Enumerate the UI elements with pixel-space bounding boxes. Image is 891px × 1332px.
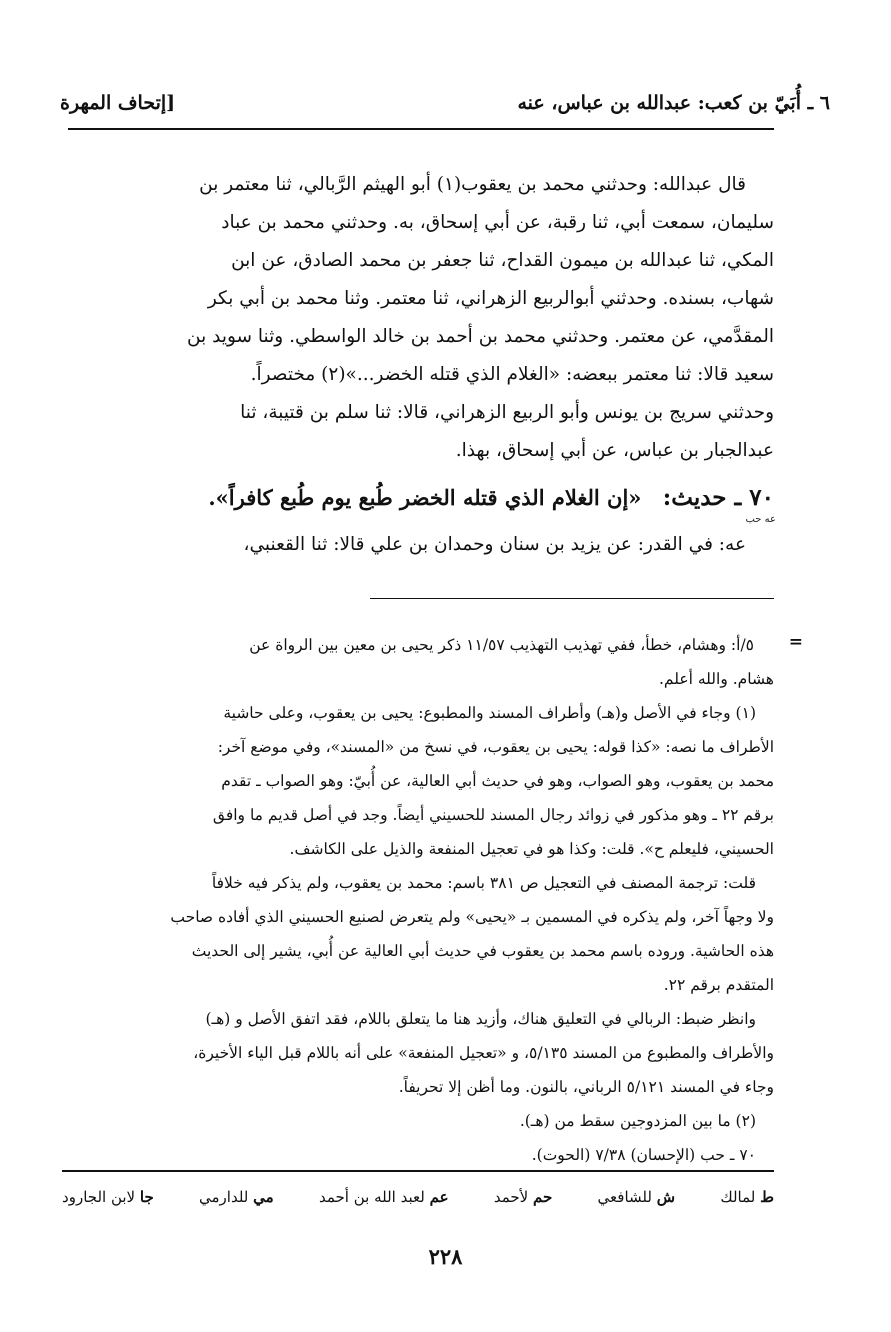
footnote-line: ٧٠ ـ حب (الإحسان) ٧/٣٨ (الحوت). — [531, 1146, 756, 1164]
abbr-item: حم لأحمد — [493, 1188, 553, 1206]
footnote-line: وجاء في المسند ٥/١٢١ الرباني، بالنون. وما أظن إلا تحريفاً. — [398, 1078, 774, 1096]
main-line: قال عبدالله: وحدثني محمد بن يعقوب(١) أبو الهيثم الرَّبالي، ثنا معتمر بن — [199, 174, 746, 195]
main-line: عبدالجبار بن عباس، عن أبي إسحاق، بهذا. — [455, 440, 774, 461]
book-title: [إتحاف المهرة — [60, 92, 176, 114]
chapter-title: ٦ ـ أُبَيّ بن كعب: عبدالله بن عباس، عنه — [517, 92, 830, 114]
footnote-line: (١) وجاء في الأصل و(هـ) وأطراف المسند والمطبوع: يحيى بن يعقوب، وعلى حاشية — [223, 704, 756, 722]
footnote-line: وانظر ضبط: الربالي في التعليق هناك، وأزيد هنا ما يتعلق باللام، فقد اتفق الأصل و (هـ) — [205, 1010, 756, 1028]
source-marker: عه حب — [745, 514, 776, 525]
footnote-line: الحسيني، فليعلم ح». قلت: وكذا هو في تعجيل المنفعة والذيل على الكاشف. — [289, 840, 774, 858]
abbr-item: ط لمالك — [720, 1188, 774, 1206]
footnote-line: ولا وجهاً آخر، ولم يذكره في المسمين بـ «يحيى» ولم يتعرض لصنيع الحسيني الذي أفاده صاحب — [170, 908, 774, 926]
main-text — [62, 166, 774, 470]
main-line: المقدَّمي، عن معتمر. وحدثني محمد بن أحمد بن خالد الواسطي. وثنا سويد بن — [187, 326, 774, 347]
main-line: وحدثني سريج بن يونس وأبو الربيع الزهراني، قالا: ثنا سلم بن قتيبة، ثنا — [240, 402, 774, 423]
hadith-heading — [62, 478, 774, 518]
hadith-text: «إن الغلام الذي قتله الخضر طُبع يوم طُبع كافراً». — [208, 485, 642, 510]
hadith-source: عه: في القدر: عن يزيد بن سنان وحمدان بن علي قالا: ثنا القعنبي، — [243, 534, 746, 555]
footnote-line: قلت: ترجمة المصنف في التعجيل ص ٣٨١ باسم: محمد بن يعقوب، ولم يذكر فيه خلافاً — [211, 874, 756, 892]
footnote-line: هذه الحاشية. وروده باسم محمد بن يعقوب في حديث أبي العالية عن أُبي، يشير إلى الحديث — [191, 942, 774, 960]
main-line: المكي، ثنا عبدالله بن ميمون القداح، ثنا جعفر بن محمد الصادق، عن ابن — [231, 250, 774, 271]
abbr-item: مي للدارمي — [199, 1188, 274, 1206]
running-header — [60, 86, 830, 120]
abbr-item: ش للشافعي — [597, 1188, 676, 1206]
main-line: سعيد قالا: ثنا معتمر ببعضه: «الغلام الذي قتله الخضر...»(٢) مختصراً. — [250, 364, 774, 385]
footnote-line: ٥/أ: وهشام، خطأ، ففي تهذيب التهذيب ١١/٥٧ ذكر يحيى بن معين بين الرواة عن — [249, 636, 754, 654]
footnote-line: والأطراف والمطبوع من المسند ٥/١٣٥، و «تعجيل المنفعة» على أنه باللام قبل الياء الأخيرة، — [193, 1044, 774, 1062]
footnote-line: (٢) ما بين المزدوجين سقط من (هـ). — [519, 1112, 756, 1130]
footnotes — [62, 628, 774, 1172]
footnote-line: المتقدم برقم ٢٢. — [663, 976, 774, 994]
abbr-item: عم لعبد الله بن أحمد — [318, 1188, 449, 1206]
continuation-mark: = — [788, 632, 803, 652]
abbreviations-rule — [62, 1170, 774, 1172]
footnote-rule — [370, 598, 774, 599]
page-number: ٢٢٨ — [428, 1244, 463, 1269]
main-line: شهاب، بسنده. وحدثني أبوالربيع الزهراني، ثنا معتمر. وثنا محمد بن أبي بكر — [207, 288, 774, 309]
hadith-number: ٧٠ ـ حديث: — [662, 484, 774, 511]
abbr-item: جا لابن الجارود — [62, 1188, 154, 1206]
footnote-line: الأطراف ما نصه: «كذا قوله: يحيى بن يعقوب، في نسخ من «المسند»، وفي موضع آخر: — [217, 738, 774, 756]
footnote-line: هشام. والله أعلم. — [659, 670, 774, 688]
abbreviations-key — [62, 1188, 774, 1206]
footnote-line: برقم ٢٢ ـ وهو مذكور في زوائد رجال المسند للحسيني أيضاً. وجد في أصل قديم ما وافق — [212, 806, 774, 824]
header-rule — [68, 128, 774, 130]
main-line: سليمان، سمعت أبي، ثنا رقبة، عن أبي إسحاق، به. وحدثني محمد بن عباد — [221, 212, 774, 233]
footnote-line: محمد بن يعقوب، وهو الصواب، وهو في حديث أبي العالية، عن أُبيّ: وهو الصواب ـ تقدم — [221, 772, 774, 790]
